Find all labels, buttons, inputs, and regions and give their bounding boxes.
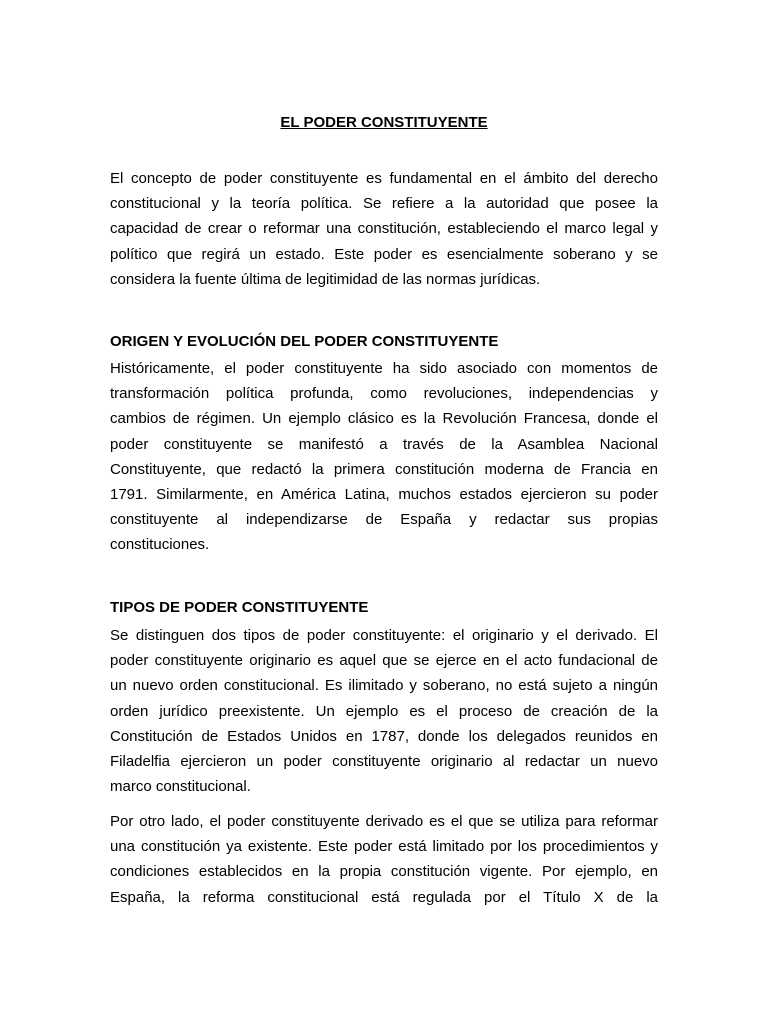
- text-line: constitucional y la teoría política. Se refiere a la autoridad que posee la: [110, 195, 658, 213]
- text-line: poder constituyente se manifestó a través de la Asamblea Nacional: [110, 435, 658, 453]
- text-line: cambios de régimen. Un ejemplo clásico es la Revolución Francesa, donde el: [110, 410, 658, 428]
- text-line: Constitución de Estados Unidos en 1787, donde los delegados reunidos en: [110, 727, 658, 745]
- intro-paragraph: [110, 166, 658, 292]
- section-origen-paragraph: [110, 356, 658, 558]
- section-heading-origen: ORIGEN Y EVOLUCIÓN DEL PODER CONSTITUYENTE: [110, 333, 499, 350]
- text-line: 1791. Similarmente, en América Latina, muchos estados ejercieron su poder: [110, 486, 658, 504]
- text-line: poder constituyente originario es aquel que se ejerce en el acto fundacional de: [110, 652, 658, 670]
- text-line: considera la fuente última de legitimidad de las normas jurídicas.: [110, 270, 541, 288]
- text-line: constituyente al independizarse de España y redactar sus propias: [110, 511, 658, 529]
- text-line: transformación política profunda, como revoluciones, independencias y: [110, 385, 658, 403]
- text-line: marco constitucional.: [110, 778, 251, 796]
- section-tipos-paragraph-1: [110, 623, 658, 799]
- document-title: EL PODER CONSTITUYENTE: [280, 114, 488, 131]
- text-line: España, la reforma constitucional está regulada por el Título X de la: [110, 888, 658, 906]
- text-line: constituciones.: [110, 536, 210, 554]
- section-tipos-paragraph-2: [110, 809, 658, 910]
- text-line: Constituyente, que redactó la primera constitución moderna de Francia en: [110, 460, 658, 478]
- section-heading-tipos: TIPOS DE PODER CONSTITUYENTE: [110, 599, 369, 616]
- text-line: político que regirá un estado. Este poder es esencialmente soberano y se: [110, 245, 658, 263]
- text-line: Por otro lado, el poder constituyente derivado es el que se utiliza para reformar: [110, 813, 658, 830]
- text-line: Históricamente, el poder constituyente ha sido asociado con momentos de: [110, 360, 658, 377]
- text-line: Filadelfia ejercieron un poder constituyente originario al redactar un nuevo: [110, 753, 658, 771]
- text-line: capacidad de crear o reformar una constitución, estableciendo el marco legal y: [110, 220, 658, 238]
- text-line: Se distinguen dos tipos de poder constituyente: el originario y el derivado. El: [110, 627, 658, 644]
- text-line: condiciones establecidos en la propia constitución vigente. Por ejemplo, en: [110, 863, 658, 881]
- text-line: una constitución ya existente. Este poder está limitado por los procedimientos y: [110, 838, 658, 856]
- text-line: un nuevo orden constitucional. Es ilimitado y soberano, no está sujeto a ningún: [110, 677, 658, 695]
- text-line: El concepto de poder constituyente es fundamental en el ámbito del derecho: [110, 170, 658, 187]
- text-line: orden jurídico preexistente. Un ejemplo es el proceso de creación de la: [110, 702, 658, 720]
